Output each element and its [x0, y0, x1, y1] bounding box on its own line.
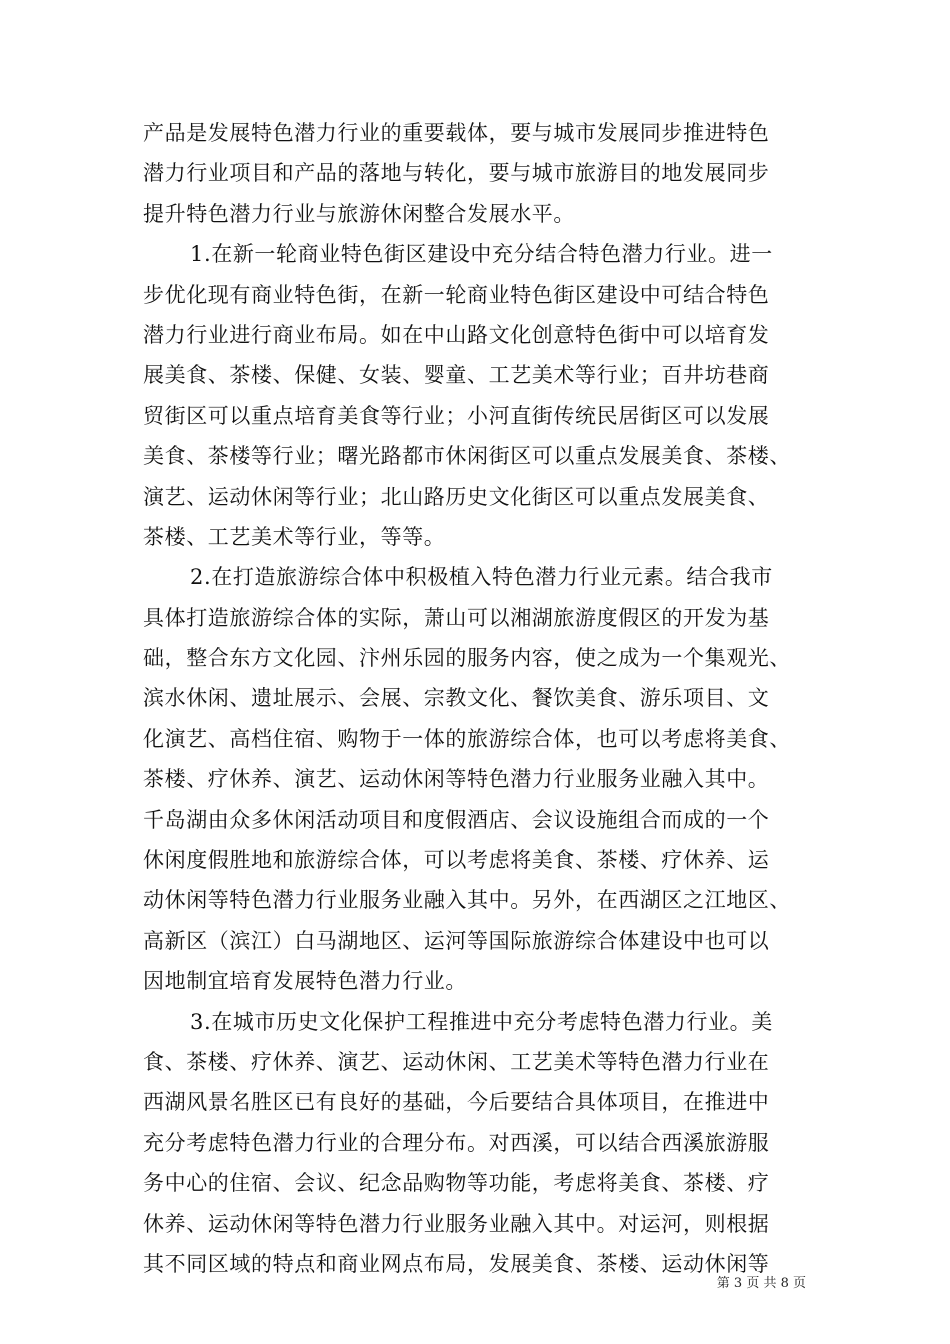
- paragraph-item-3: [143, 1002, 825, 1285]
- text-line: 贸街区可以重点培育美食等行业；小河直街传统民居街区可以发展: [143, 403, 770, 428]
- text-line: 充分考虑特色潜力行业的合理分布。对西溪，可以结合西溪旅游服: [143, 1130, 770, 1155]
- text-line: 茶楼、疗休养、演艺、运动休闲等特色潜力行业服务业融入其中。: [143, 767, 770, 792]
- text-line: 食、茶楼、疗休养、演艺、运动休闲、工艺美术等特色潜力行业在: [143, 1049, 770, 1074]
- text-line: 休闲度假胜地和旅游综合体，可以考虑将美食、茶楼、疗休养、运: [143, 848, 770, 873]
- text-line: 务中心的住宿、会议、纪念品购物等功能，考虑将美食、茶楼、疗: [143, 1171, 770, 1196]
- paragraph-intro: [143, 113, 825, 234]
- text-line: 提升特色潜力行业与旅游休闲整合发展水平。: [143, 201, 575, 226]
- text-line: 3.在城市历史文化保护工程推进中充分考虑特色潜力行业。美: [190, 1009, 773, 1034]
- paragraph-item-2: [143, 557, 825, 1001]
- text-line: 展美食、茶楼、保健、女装、婴童、工艺美术等行业；百井坊巷商: [143, 363, 770, 388]
- text-line: 因地制宜培育发展特色潜力行业。: [143, 969, 467, 994]
- text-line: 千岛湖由众多休闲活动项目和度假酒店、会议设施组合而成的一个: [143, 807, 770, 832]
- text-line: 其不同区域的特点和商业网点布局，发展美食、茶楼、运动休闲等: [143, 1251, 770, 1276]
- text-line: 产品是发展特色潜力行业的重要载体，要与城市发展同步推进特色: [143, 121, 770, 145]
- text-line: 西湖风景名胜区已有良好的基础，今后要结合具体项目，在推进中: [143, 1090, 770, 1115]
- text-line: 潜力行业项目和产品的落地与转化，要与城市旅游目的地发展同步: [143, 161, 770, 186]
- text-line: 滨水休闲、遗址展示、会展、宗教文化、餐饮美食、游乐项目、文: [143, 686, 770, 711]
- text-line: 动休闲等特色潜力行业服务业融入其中。另外，在西湖区之江地区、: [143, 888, 791, 913]
- page-number: 第 3 页 共 8 页: [716, 1276, 806, 1291]
- text-line: 具体打造旅游综合体的实际，萧山可以湘湖旅游度假区的开发为基: [143, 605, 770, 630]
- text-line: 2.在打造旅游综合体中积极植入特色潜力行业元素。结合我市: [190, 565, 773, 590]
- text-line: 休养、运动休闲等特色潜力行业服务业融入其中。对运河，则根据: [143, 1211, 770, 1236]
- text-line: 潜力行业进行商业布局。如在中山路文化创意特色街中可以培育发: [143, 322, 770, 347]
- text-line: 美食、茶楼等行业；曙光路都市休闲街区可以重点发展美食、茶楼、: [143, 444, 791, 469]
- text-line: 茶楼、工艺美术等行业，等等。: [143, 524, 446, 549]
- text-line: 演艺、运动休闲等行业；北山路历史文化街区可以重点发展美食、: [143, 484, 770, 509]
- body-text: [143, 113, 825, 1284]
- paragraph-item-1: [143, 234, 825, 557]
- text-line: 化演艺、高档住宿、购物于一体的旅游综合体，也可以考虑将美食、: [143, 726, 791, 751]
- text-line: 步优化现有商业特色街，在新一轮商业特色街区建设中可结合特色: [143, 282, 770, 307]
- text-line: 1.在新一轮商业特色街区建设中充分结合特色潜力行业。进一: [190, 242, 773, 267]
- text-line: 础，整合东方文化园、汴州乐园的服务内容，使之成为一个集观光、: [143, 646, 791, 671]
- text-line: 高新区（滨江）白马湖地区、运河等国际旅游综合体建设中也可以: [143, 928, 770, 953]
